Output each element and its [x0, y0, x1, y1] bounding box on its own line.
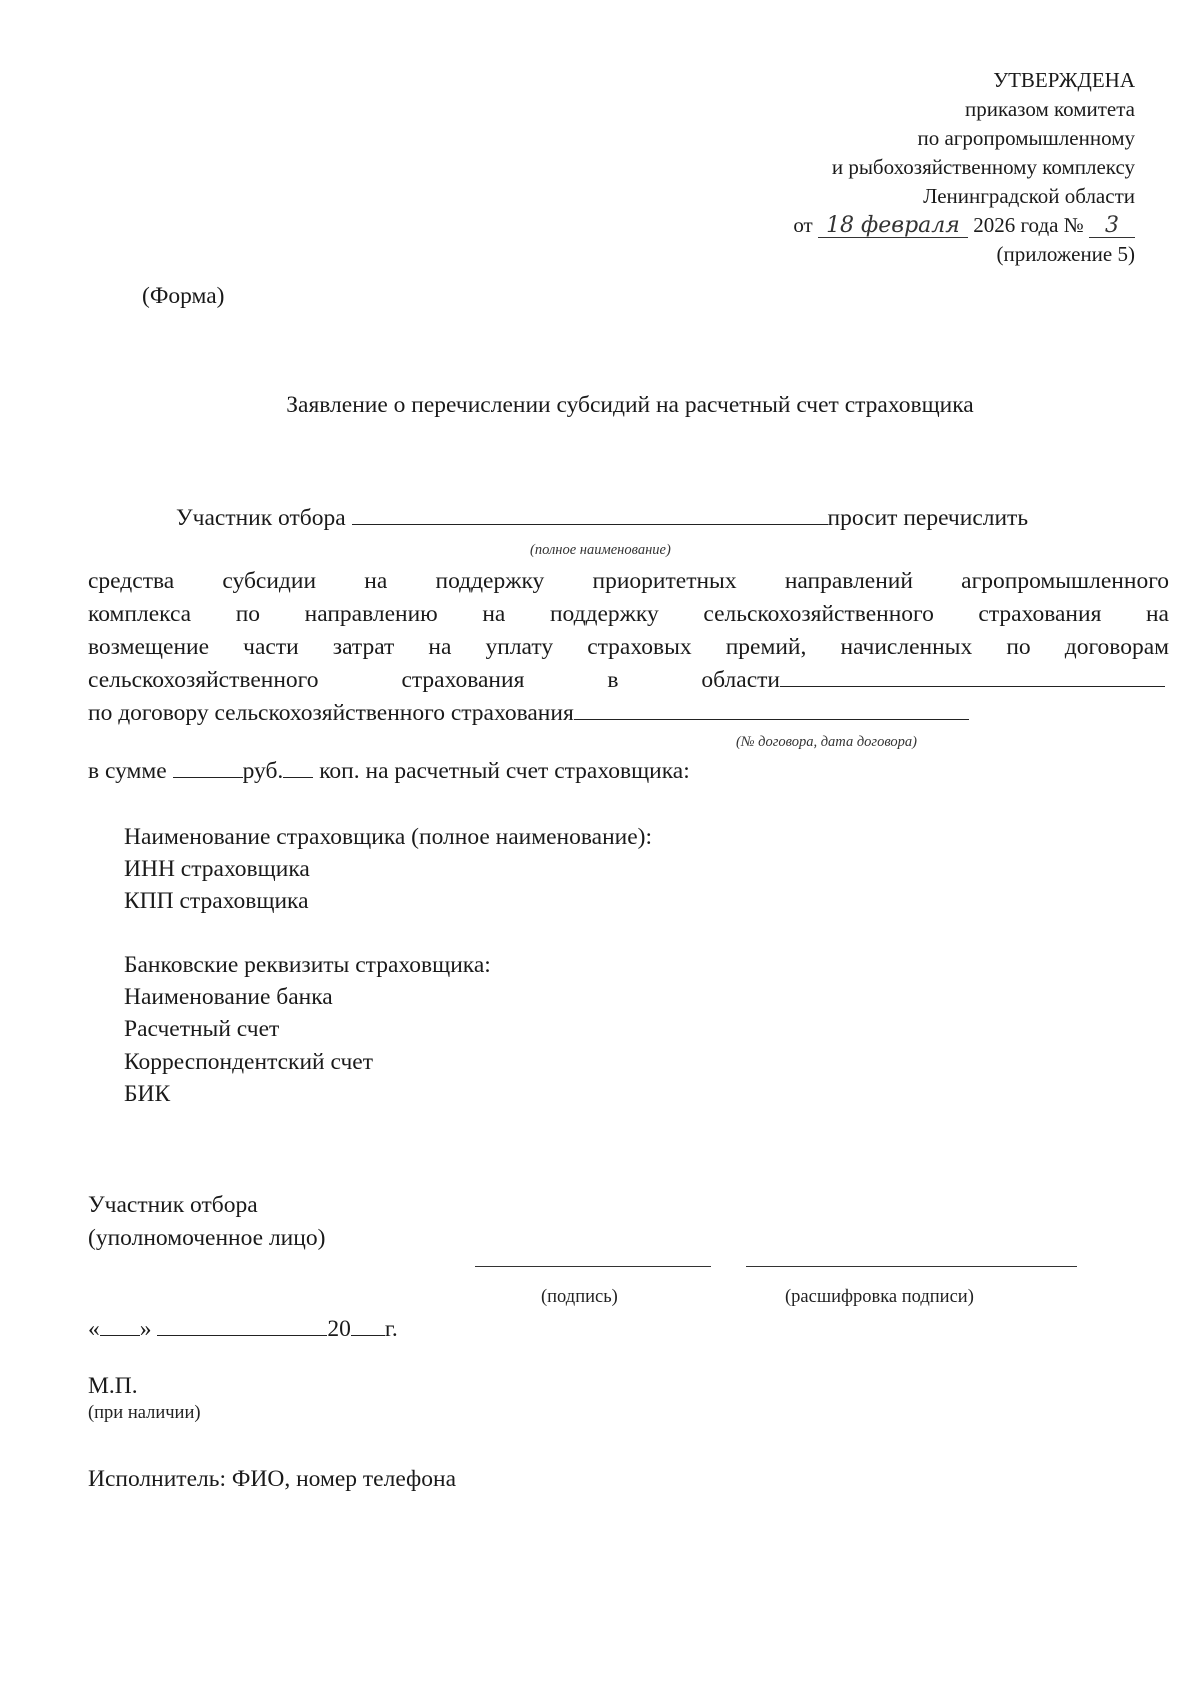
contract-hint: (№ договора, дата договора)	[736, 734, 918, 750]
signature-decode-hint: (расшифровка подписи)	[785, 1287, 974, 1307]
approval-block	[793, 66, 1135, 269]
approval-date-line	[793, 211, 1135, 240]
year-number-label: 2026 года №	[973, 213, 1084, 237]
rub-label: руб.	[242, 758, 284, 784]
contract-line	[88, 700, 969, 727]
signature-line	[475, 1266, 711, 1267]
year-blank	[351, 1317, 385, 1336]
bank-name-label: Наименование банка	[124, 984, 333, 1010]
region-line-text: сельскохозяйственного страхования в области	[88, 667, 780, 693]
signature-authorized: (уполномоченное лицо)	[88, 1225, 326, 1251]
signature-participant: Участник отбора	[88, 1192, 258, 1218]
signature-hint: (подпись)	[541, 1287, 618, 1307]
handwritten-date: 18 февраля	[818, 215, 968, 238]
approval-line: приказом комитета	[964, 97, 1135, 121]
sum-line	[88, 758, 690, 785]
signature-decode-line	[746, 1266, 1077, 1267]
approval-line: по агропромышленному	[917, 126, 1135, 150]
insurer-kpp-label: КПП страховщика	[124, 888, 309, 914]
date-open-quote: «	[88, 1316, 100, 1342]
stamp-hint: (при наличии)	[88, 1403, 201, 1423]
date-line	[88, 1316, 398, 1343]
form-label: (Форма)	[142, 283, 225, 309]
paragraph-line: комплекса по направлению на поддержку сельскохозяйственного страхования на	[88, 601, 1169, 627]
paragraph-line: средства субсидии на поддержку приоритетных направлений агропромышленного	[88, 568, 1169, 594]
approval-line: Ленинградской области	[923, 184, 1135, 208]
insurer-inn-label: ИНН страховщика	[124, 856, 310, 882]
stamp-label: М.П.	[88, 1373, 138, 1399]
region-line	[88, 667, 1169, 694]
bank-bik-label: БИК	[124, 1081, 171, 1107]
approval-heading: УТВЕРЖДЕНА	[993, 68, 1135, 92]
appendix-label: (приложение 5)	[996, 242, 1135, 266]
participant-line	[176, 505, 1028, 532]
bank-heading: Банковские реквизиты страховщика:	[124, 952, 491, 978]
executor-line: Исполнитель: ФИО, номер телефона	[88, 1466, 457, 1492]
kop-blank	[283, 759, 313, 778]
month-blank	[157, 1317, 327, 1336]
sum-prefix: в сумме	[88, 758, 167, 784]
participant-suffix: просит перечислить	[827, 505, 1029, 531]
document-title: Заявление о перечислении субсидий на расчетный счет страховщика	[286, 392, 974, 418]
day-blank	[100, 1317, 140, 1336]
bank-account-label: Расчетный счет	[124, 1016, 280, 1042]
date-close-quote: »	[139, 1316, 152, 1342]
participant-prefix: Участник отбора	[176, 505, 346, 531]
approval-line: и рыбохозяйственному комплексу	[831, 155, 1135, 179]
kop-label: коп. на расчетный счет страховщика:	[319, 758, 690, 784]
insurer-name-label: Наименование страховщика (полное наименование):	[124, 824, 653, 850]
region-blank	[780, 668, 1165, 687]
contract-line-text: по договору сельскохозяйственного страхования	[88, 700, 574, 726]
year-suffix: г.	[384, 1316, 398, 1342]
contract-blank	[574, 701, 969, 720]
bank-corr-account-label: Корреспондентский счет	[124, 1049, 373, 1075]
full-name-hint: (полное наименование)	[530, 542, 671, 558]
participant-name-blank	[352, 506, 828, 525]
handwritten-number: 3	[1089, 215, 1135, 238]
year-prefix: 20	[327, 1316, 351, 1342]
paragraph-line: возмещение части затрат на уплату страховых премий, начисленных по договорам	[88, 634, 1169, 660]
rub-blank	[173, 759, 243, 778]
from-label: от	[793, 213, 813, 237]
